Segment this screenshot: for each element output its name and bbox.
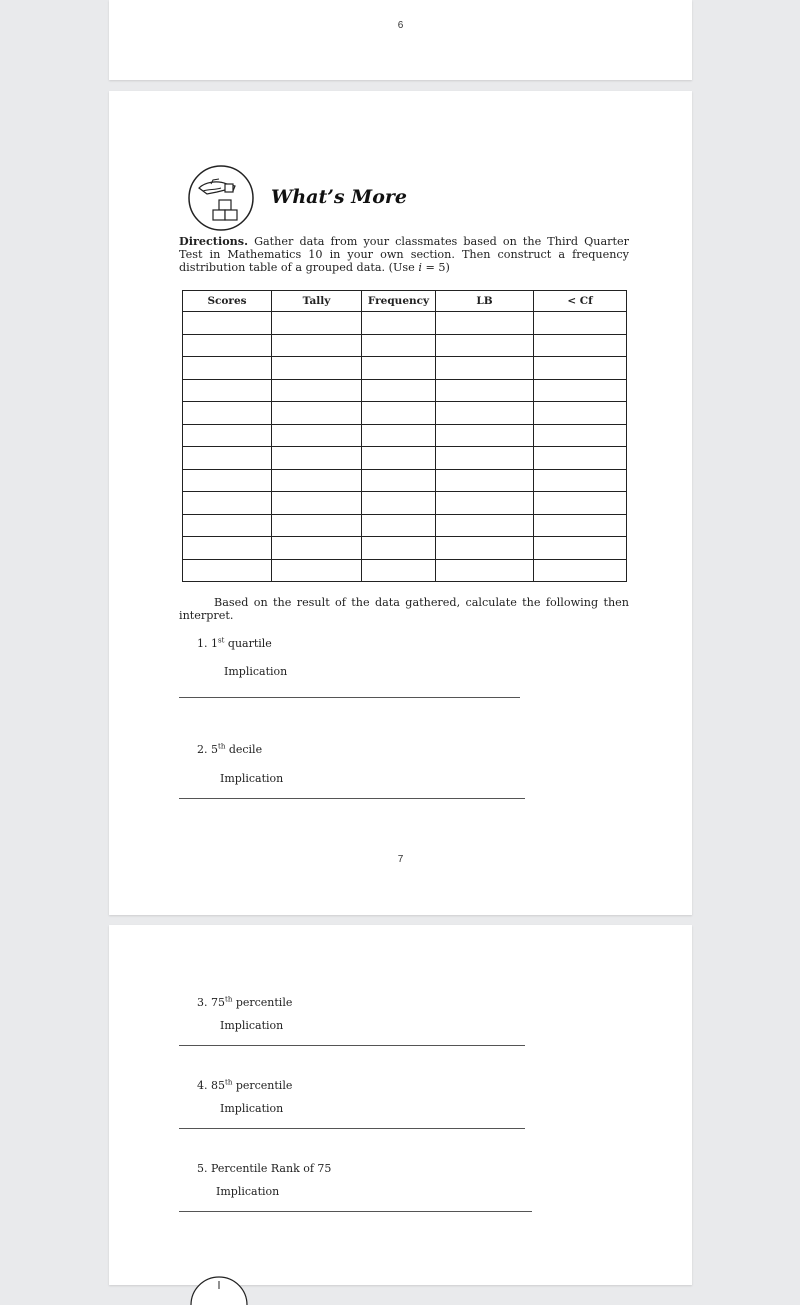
table-cell[interactable]: [362, 334, 436, 357]
table-cell[interactable]: [272, 402, 362, 425]
item-text: decile: [225, 743, 263, 756]
frequency-table: [182, 290, 627, 582]
table-cell[interactable]: [362, 469, 436, 492]
table-cell[interactable]: [272, 357, 362, 380]
table-row: [183, 469, 627, 492]
table-cell[interactable]: [362, 559, 436, 582]
prompt-text: Based on the result of the data gathered, calculate the following then interpret.: [179, 596, 629, 622]
table-header-row: [183, 291, 627, 312]
table-body: [183, 312, 627, 582]
table-cell[interactable]: [272, 492, 362, 515]
table-row: [183, 334, 627, 357]
item-3-implication: Implication: [220, 1019, 284, 1032]
table-cell[interactable]: [183, 469, 272, 492]
table-cell[interactable]: [183, 514, 272, 537]
table-cell[interactable]: [183, 312, 272, 335]
table-row: [183, 514, 627, 537]
directions-text: [179, 235, 629, 274]
table-row: [183, 492, 627, 515]
table-row: [183, 357, 627, 380]
item-ordinal: 75: [211, 996, 225, 1009]
table-cell[interactable]: [362, 514, 436, 537]
page-7: [109, 91, 692, 915]
table-cell[interactable]: [272, 312, 362, 335]
section-title: What’s More: [271, 186, 407, 208]
table-cell[interactable]: [534, 379, 627, 402]
directions-label: Directions.: [179, 234, 248, 248]
item-3-answer-line[interactable]: [179, 1045, 525, 1046]
table-cell[interactable]: [362, 492, 436, 515]
header-cf: < Cf: [534, 291, 627, 312]
item-1-label: [197, 637, 272, 650]
table-cell[interactable]: [534, 447, 627, 470]
table-cell[interactable]: [272, 379, 362, 402]
item-number: 1.: [197, 637, 208, 650]
item-5-answer-line[interactable]: [179, 1211, 532, 1212]
item-1-answer-line[interactable]: [179, 697, 520, 698]
item-ordinal: 1: [211, 637, 218, 650]
page-8: [109, 925, 692, 1285]
table-cell[interactable]: [183, 537, 272, 560]
item-4-answer-line[interactable]: [179, 1128, 525, 1129]
table-cell[interactable]: [534, 424, 627, 447]
table-cell[interactable]: [436, 334, 534, 357]
table-cell[interactable]: [272, 469, 362, 492]
table-cell[interactable]: [436, 469, 534, 492]
table-cell[interactable]: [272, 537, 362, 560]
table-cell[interactable]: [534, 537, 627, 560]
table-cell[interactable]: [362, 379, 436, 402]
table-cell[interactable]: [183, 424, 272, 447]
directions-variable: i: [418, 261, 422, 274]
table-cell[interactable]: [534, 514, 627, 537]
item-5-implication: Implication: [216, 1185, 280, 1198]
table-cell[interactable]: [272, 424, 362, 447]
table-cell[interactable]: [362, 312, 436, 335]
header-tally: Tally: [272, 291, 362, 312]
table-cell[interactable]: [436, 514, 534, 537]
table-row: [183, 537, 627, 560]
table-cell[interactable]: [534, 492, 627, 515]
item-suffix: th: [218, 742, 226, 751]
item-suffix: th: [225, 1078, 233, 1087]
item-5-label: [197, 1162, 331, 1175]
item-ordinal: 85: [211, 1079, 225, 1092]
hand-building-blocks-icon: [187, 164, 255, 232]
item-2-answer-line[interactable]: [179, 798, 525, 799]
table-row: [183, 447, 627, 470]
table-cell[interactable]: [534, 559, 627, 582]
table-row: [183, 379, 627, 402]
directions-end: = 5): [421, 261, 450, 274]
item-text: percentile: [232, 996, 293, 1009]
table-cell[interactable]: [436, 402, 534, 425]
table-cell[interactable]: [362, 447, 436, 470]
table-cell[interactable]: [534, 334, 627, 357]
item-2-implication: Implication: [220, 772, 284, 785]
item-number: 3.: [197, 996, 208, 1009]
table-cell[interactable]: [436, 312, 534, 335]
table-row: [183, 424, 627, 447]
table-cell[interactable]: [436, 537, 534, 560]
item-1-implication: Implication: [224, 665, 288, 678]
header-lb: LB: [436, 291, 534, 312]
directions-body: Gather data from your classmates based on the Third Quarter Test in Mathematics 10 in your own section. Then construct a frequency distribution table of a grouped data. (Use: [179, 235, 629, 274]
table-cell[interactable]: [534, 402, 627, 425]
table-cell[interactable]: [436, 424, 534, 447]
item-4-label: [197, 1079, 292, 1092]
table-cell[interactable]: [436, 492, 534, 515]
item-text: Percentile Rank of 75: [211, 1162, 332, 1175]
table-cell[interactable]: [362, 424, 436, 447]
page-number: 6: [397, 20, 404, 31]
table-cell[interactable]: [183, 357, 272, 380]
table-cell[interactable]: [534, 312, 627, 335]
table-row: [183, 312, 627, 335]
table-cell[interactable]: [362, 537, 436, 560]
item-text: percentile: [232, 1079, 293, 1092]
item-4-implication: Implication: [220, 1102, 284, 1115]
table-cell[interactable]: [362, 402, 436, 425]
table-cell[interactable]: [436, 379, 534, 402]
table-cell[interactable]: [183, 379, 272, 402]
page-6: [109, 0, 692, 80]
header-frequency: Frequency: [362, 291, 436, 312]
item-number: 4.: [197, 1079, 208, 1092]
table-cell[interactable]: [436, 559, 534, 582]
item-suffix: th: [225, 995, 233, 1004]
table-row: [183, 402, 627, 425]
item-ordinal: 5: [211, 743, 218, 756]
table-cell[interactable]: [534, 357, 627, 380]
item-3-label: [197, 996, 292, 1009]
table-cell[interactable]: [183, 334, 272, 357]
table-cell[interactable]: [534, 469, 627, 492]
table-row: [183, 559, 627, 582]
item-number: 2.: [197, 743, 208, 756]
table-cell[interactable]: [183, 447, 272, 470]
table-cell[interactable]: [436, 357, 534, 380]
table-cell[interactable]: [272, 559, 362, 582]
next-section-icon: [189, 1265, 249, 1305]
table-cell[interactable]: [436, 447, 534, 470]
table-cell[interactable]: [272, 514, 362, 537]
item-number: 5.: [197, 1162, 208, 1175]
item-suffix: st: [218, 636, 225, 645]
table-cell[interactable]: [183, 492, 272, 515]
table-cell[interactable]: [272, 447, 362, 470]
item-2-label: [197, 743, 262, 756]
item-text: quartile: [224, 637, 272, 650]
page-number: 7: [397, 854, 404, 865]
table-cell[interactable]: [272, 334, 362, 357]
table-cell[interactable]: [362, 357, 436, 380]
table-cell[interactable]: [183, 402, 272, 425]
table-cell[interactable]: [183, 559, 272, 582]
header-scores: Scores: [183, 291, 272, 312]
